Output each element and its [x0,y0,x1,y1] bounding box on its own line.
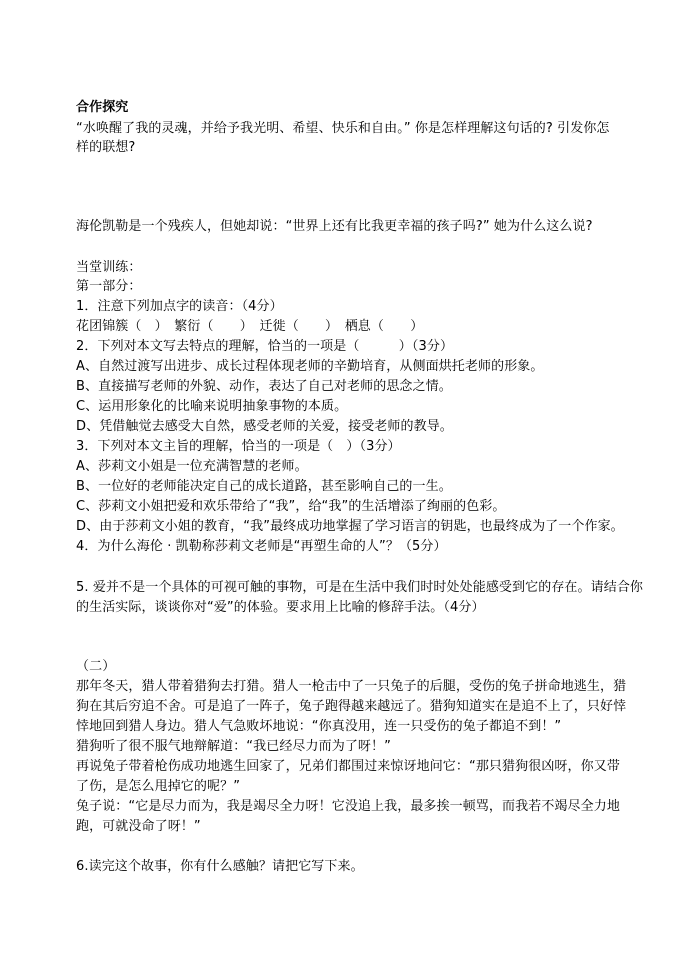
option-c: C、莎莉文小姐把爱和欢乐带给了“我”，给“我”的生活增添了绚丽的色彩。 [76,499,506,514]
story-line: 了伤，是怎么甩掉它的呢？” [76,779,241,794]
question-text: “水唤醒了我的灵魂，并给予我光明、希望、快乐和自由。” 你是怎样理解这句话的? 引发你怎 [76,121,610,136]
question-text: 的生活实际，谈谈你对“爱”的体验。要求用上比喻的修辞手法。（4分） [76,600,485,615]
question-stem: 1．注意下列加点字的读音：（4分） [76,299,283,314]
story-line: 兔子说：“它是尽力而为，我是竭尽全力呀！它没追上我，最多挨一顿骂，而我若不竭尽全力地 [76,799,620,814]
option-b: B、直接描写老师的外貌、动作，表达了自己对老师的思念之情。 [76,379,452,394]
option-d: D、凭借触觉去感受大自然，感受老师的关爱，接受老师的教导。 [76,419,453,434]
section-heading: 合作探究 [76,100,129,115]
story-line: 跑，可就没命了呀！” [76,819,201,834]
question-stem: 4．为什么海伦 · 凯勒称莎莉文老师是“再塑生命的人”？（5分） [76,539,447,554]
question-text: 海伦凯勒是一个残疾人，但她却说：“世界上还有比我更幸福的孩子吗?” 她为什么这么说? [76,219,593,234]
question-blanks: 花团锦簇（ ） 繁衍（ ） 迁徙（ ） 栖息（ ） [76,319,424,334]
question-stem: 6.读完这个故事，你有什么感触？请把它写下来。 [76,859,364,874]
section-title: （二） [76,659,116,674]
option-a: A、莎莉文小姐是一位充满智慧的老师。 [76,459,308,474]
story-line: 狗在其后穷追不舍。可是追了一阵子，兔子跑得越来越远了。猎狗知道实在是追不上了，只好悻 [76,699,627,714]
question-text: 样的联想? [76,140,136,155]
option-a: A、自然过渡写出进步、成长过程体现老师的辛勤培育，从侧面烘托老师的形象。 [76,359,544,374]
part-title: 第一部分： [76,279,142,294]
practice-title: 当堂训练： [76,260,142,275]
option-d: D、由于莎莉文小姐的教育，“我”最终成功地掌握了学习语言的钥匙，也最终成为了一个作家。 [76,519,624,534]
question-stem: 3．下列对本文主旨的理解，恰当的一项是（ ）（3分） [76,439,401,454]
story-line: 猎狗听了很不服气地辩解道：“我已经尽力而为了呀！” [76,739,391,754]
story-line: 悻地回到猎人身边。猎人气急败坏地说：“你真没用，连一只受伤的兔子都追不到！” [76,719,562,734]
question-text: 5. 爱并不是一个具体的可视可触的事物，可是在生活中我们时时处处能感受到它的存在。请结合你 [76,580,644,595]
option-c: C、运用形象化的比喻来说明抽象事物的本质。 [76,399,348,414]
option-b: B、一位好的老师能决定自己的成长道路，甚至影响自己的一生。 [76,479,452,494]
story-line: 再说兔子带着枪伤成功地逃生回家了，兄弟们都围过来惊讶地问它：“那只猎狗很凶呀，你又带 [76,759,620,774]
story-line: 那年冬天，猎人带着猎狗去打猎。猎人一枪击中了一只兔子的后腿，受伤的兔子拼命地逃生，猎 [76,679,627,694]
question-stem: 2．下列对本文写去特点的理解，恰当的一项是（ ）（3分） [76,339,454,354]
